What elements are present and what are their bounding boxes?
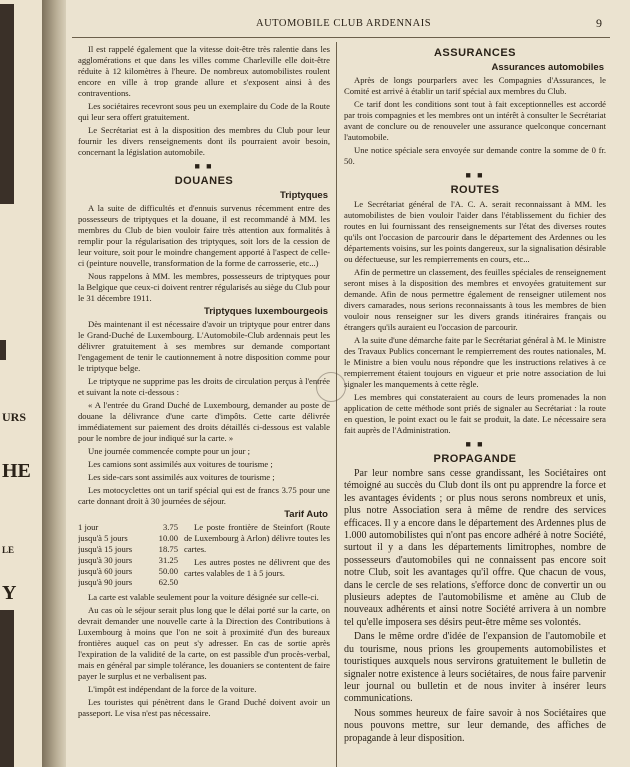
tarif-price: 3.75 [162,522,178,532]
tarif-notes [184,522,330,588]
paragraph: Dans le même ordre d'idée de l'expansion de l'automobile et du tourisme, nous prions les groupements automobilistes et touristiques auxquels nous servirons gratuitement le bulletin de signaler notre existence à leurs sociétaires, de nous faire parvenir leur journal ou bulletin et de nous inviter à insérer leurs communications. [344,631,606,705]
adjacent-page-border [0,4,14,204]
section-heading-douanes: DOUANES [174,175,234,187]
tarif-row [78,555,178,566]
paragraph: Les touristes qui pénètrent dans le Grand Duché doivent avoir un passeport. Le visa n'est pas nécessaire. [78,697,330,718]
tarif-row [78,522,178,533]
tarif-note: Le poste frontière de Steinfort (Route de Luxembourg à Arlon) délivre toutes les cartes. [184,522,330,554]
section-ornament: ■ ■ [465,170,485,180]
paragraph: Les sociétaires recevront sous peu un exemplaire du Code de la Route qui leur sera offert gratuitement. [78,101,330,122]
paragraph: La carte est valable seulement pour la voiture désignée sur celle-ci. [88,592,319,602]
paragraph: A la suite d'une démarche faite par le Secrétariat général à M. le Ministre des Travaux Publics concernant le rempierrement des routes nationales, M. le Ministre a bien voulu nous répondre que les instructions relatives à ce rempierrement étaient toujours en vigueur et prie notre association de lui signaler les manquements à cette règle. [344,335,606,389]
tarif-price: 62.50 [158,577,178,587]
subheading-triptyques: Triptyques [279,190,328,201]
tarif-period: jusqu'à 60 jours [78,566,133,576]
paragraph: Une journée commencée compte pour un jour ; [88,446,251,456]
header-rule [72,37,610,38]
paragraph: Au cas où le séjour serait plus long que le délai porté sur la carte, on devrait demander une nouvelle carte à la Direction des Contributions à Luxembourg à moins que l'on ne soit à proximité d'un des bureaux frontières auquel cas on peut s'y adresser. En cas de sortie après l'expiration de la validité de la carte, on est passible d'un procès-verbal, mais en général par simple tolérance, les douaniers se contentent de faire payer le surplus et ne verbalisent pas. [78,605,330,681]
tarif-price: 31.25 [158,555,178,565]
paragraph: Nous rappelons à MM. les membres, possesseurs de triptyques pour la Belgique que ceux-ci doivent rentrer régularisés au siège du Club pour le 31 décembre 1911. [78,271,330,303]
tarif-price: 50.00 [158,566,178,576]
adjacent-page-border [0,610,14,767]
adjacent-fragment: HE [2,460,31,482]
paragraph: « A l'entrée du Grand Duché de Luxembourg, demander au poste de douane la délivrance d'une carte d'impôts. Cette carte délivrée immédiatement sur paiement des droits détaillés ci-dessous est valable pour le nombre de jour indiqué sur la carte. » [78,400,330,443]
tarif-block [78,522,330,588]
running-header [66,16,630,36]
adjacent-fragment: Y [2,582,17,604]
paragraph: Ce tarif dont les conditions sont tout à fait exceptionnelles est accordé par trois compagnies et les membres ont un intérêt à consulter le Secrétariat avant de conclure ou de renouveler une assurance quelconque concernant l'automobile. [344,99,606,142]
adjacent-fragment: LE [2,545,15,555]
document-page [66,0,630,767]
paragraph: Les side-cars sont assimilés aux voitures de tourisme ; [88,472,275,482]
right-column [344,44,606,747]
tarif-note: Les autres postes ne délivrent que des cartes valables de 1 à 5 jours. [184,557,330,578]
header-title: AUTOMOBILE CLUB ARDENNAIS [256,18,432,29]
paragraph: A la suite de difficultés et d'ennuis survenus récemment entre des possesseurs de triptyques et la douane, il est recommandé à MM. les membres du Club de bien vouloir faire très attention aux formalités à remplir pour la régularisation des triptyques, soit lors de la cession de leur voiture, soit pour le moindre changement apporté à l'aspect de celle-ci (peinture nouvelle, transformation de la forme de carrosserie, etc...) [78,203,330,268]
page-number: 9 [596,16,602,30]
paragraph: Une notice spéciale sera envoyée sur demande contre la somme de 0 fr. 50. [344,145,606,166]
subheading-assurances-auto: Assurances automobiles [491,62,604,73]
tarif-row [78,544,178,555]
tarif-row [78,577,178,588]
paragraph: Le triptyque ne supprime pas les droits de circulation perçus à l'entrée et suivant la note ci-dessous : [78,376,330,397]
paragraph: Il est rappelé également que la vitesse doit-être très ralentie dans les agglomérations et que dans les villes comme Charleville elle doit-être réduite à 12 kilomètres à l'heure. De nombreux automobilistes roulent encore en ville à trop grande allure et s'exposent ainsi à des contraventions. [78,44,330,98]
column-divider [336,42,337,767]
paragraph: Afin de permettre un classement, des feuilles spéciales de renseignement seront mises à la disposition des membres et envoyées gratuitement sur demande. Afin de nous permettre également de renseigner utilement nos divers camarades, nous serions reconnaissants à tous les membres de bien vouloir nous renseigner sur les divers grands itinéraires français ou étrangers qu'ils auraient eu l'occasion de parcourir. [344,267,606,332]
section-heading-routes: ROUTES [450,184,500,196]
paragraph: Dès maintenant il est nécessaire d'avoir un triptyque pour entrer dans le Grand-Duché de Luxembourg. L'Automobile-Club ardennais peut les délivrer gratuitement à ses membres sur demande comportant l'engagement de tenir le cautionnement à notre disposition comme pour le triptyque belge. [78,319,330,373]
tarif-table [78,522,178,588]
tarif-row [78,533,178,544]
subheading-tarif-auto: Tarif Auto [284,509,328,520]
adjacent-page-mark [0,340,6,360]
adjacent-fragment: URS [2,410,27,424]
paragraph: Les camions sont assimilés aux voitures de tourisme ; [88,459,273,469]
section-ornament: ■ ■ [465,439,485,449]
paragraph: Après de longs pourparlers avec les Compagnies d'Assurances, le Comité est arrivé à établir un tarif spécial aux membres du Club. [344,75,606,96]
subheading-triptyques-lux: Triptyques luxembourgeois [203,306,328,317]
paragraph: Nous sommes heureux de faire savoir à nos Sociétaires que nous pouvons mettre, sur leur demande, des affiches de propagande à leur disposition. [344,707,606,744]
tarif-row [78,566,178,577]
section-ornament: ■ ■ [194,161,214,171]
paragraph: Le Secrétariat est à la disposition des membres du Club pour leur fournir les divers renseignements dont ils pourraient avoir besoin, concernant la législation automobile. [78,125,330,157]
tarif-period: jusqu'à 5 jours [78,533,128,543]
paragraph: Les motocyclettes ont un tarif spécial qui est de francs 3.75 pour une carte donnant droit à 30 journées de séjour. [78,485,330,506]
paragraph: L'impôt est indépendant de la force de la voiture. [88,684,257,694]
paragraph: Le Secrétariat général de l'A. C. A. serait reconnaissant à MM. les automobilistes de bien vouloir l'aider dans l'établissement du fichier des routes en lui fournissant des renseignements sur l'état des diverses routes qu'ils ont l'occasion de parcourir dans le département des Ardennes ou les départements voisins, sur les points dangereux, sur la signalisation désirable ou défectueuse, sur les rempierrements en cours, etc... [344,199,606,264]
paragraph: Par leur nombre sans cesse grandissant, les Sociétaires ont témoigné au succès du Club dont ils ont pu apprendre la force et les avantages évidents ; or plus nous serons nombreux et unis, plus notre Association sera à même de rendre des services efficaces. Il y a encore dans le département des Ardennes plus de 1.000 automobilistes qui n'ont pas encore adhéré à notre Société, surtout il y a dans les départements limitrophes, nombre de possesseurs d'automobiles qui ne connaissent pas encore soit notre Club, soit les avantages qu'il offre. Que chacun de vous, dans le cercle de ses relations, s'efforce donc de convertir un ou plusieurs adeptes de l'automobilisme et amène au Club de nouveaux adhérents et ainsi notre Société arrivera à un nombre tel qu'elle imposera ses désirs peut-être même ses volontés. [344,468,606,628]
tarif-period: jusqu'à 90 jours [78,577,133,587]
book-binding [42,0,66,767]
section-heading-propagande: PROPAGANDE [433,453,517,465]
tarif-price: 18.75 [158,544,178,554]
adjacent-page-strip [0,0,42,767]
section-heading-assurances: ASSURANCES [433,47,516,59]
library-stamp [316,372,346,402]
left-column [78,44,330,721]
tarif-period: jusqu'à 15 jours [78,544,133,554]
tarif-period: 1 jour [78,522,99,532]
tarif-price: 10.00 [158,533,178,543]
tarif-period: jusqu'à 30 jours [78,555,133,565]
paragraph: Les membres qui constateraient au cours de leurs promenades la non application de cette méthode sont priés de signaler au Secrétariat : la route en question, le point exact ou le fait se produit, la date. Le nécessaire sera fait auprès de l'Administration. [344,392,606,435]
